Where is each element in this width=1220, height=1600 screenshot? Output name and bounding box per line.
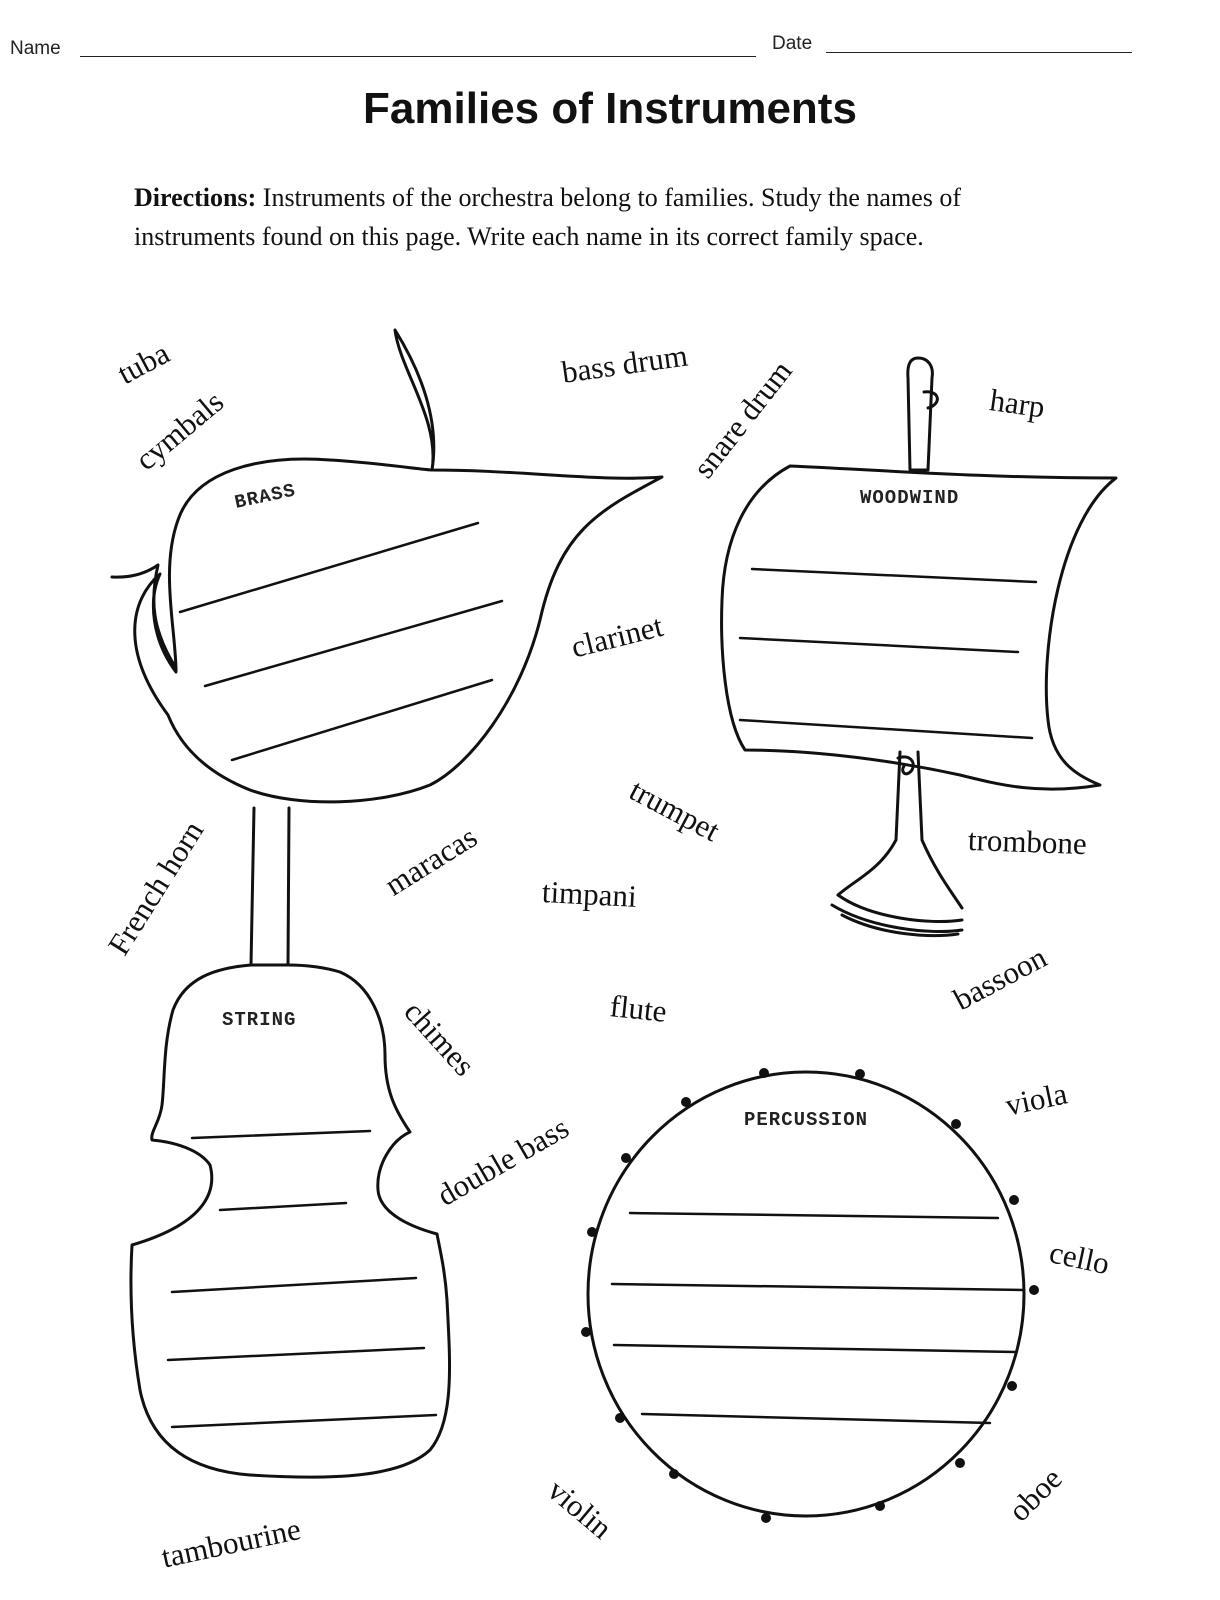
word-tambourine: tambourine bbox=[158, 1511, 304, 1575]
word-trumpet: trumpet bbox=[624, 772, 726, 849]
woodwind-write-line-1[interactable] bbox=[752, 569, 1036, 582]
word-french-horn: French horn bbox=[100, 814, 211, 962]
string-write-line-3[interactable] bbox=[172, 1278, 416, 1292]
string-family-shape bbox=[131, 808, 450, 1477]
brass-label: BRASS bbox=[232, 479, 298, 514]
string-write-line-4[interactable] bbox=[168, 1348, 424, 1360]
word-trombone: trombone bbox=[967, 822, 1088, 862]
word-violin: violin bbox=[541, 1472, 619, 1546]
word-cello: cello bbox=[1046, 1234, 1113, 1282]
percussion-write-line-3[interactable] bbox=[614, 1345, 1016, 1352]
date-label: Date bbox=[772, 33, 813, 54]
woodwind-write-line-2[interactable] bbox=[740, 638, 1018, 652]
percussion-write-line-1[interactable] bbox=[630, 1213, 998, 1218]
word-tuba: tuba bbox=[111, 335, 176, 392]
name-label: Name bbox=[10, 38, 61, 59]
word-snare-drum: snare drum bbox=[685, 353, 799, 485]
word-cymbals: cymbals bbox=[128, 383, 231, 478]
word-timpani: timpani bbox=[541, 874, 638, 914]
woodwind-write-line-3[interactable] bbox=[740, 720, 1032, 738]
percussion-family-shape bbox=[581, 1068, 1039, 1523]
word-bass-drum: bass drum bbox=[559, 337, 690, 390]
string-label: STRING bbox=[222, 1009, 297, 1031]
brass-write-line-1[interactable] bbox=[180, 523, 478, 612]
string-write-line-1[interactable] bbox=[192, 1131, 370, 1138]
word-flute: flute bbox=[608, 988, 669, 1029]
page-title: Families of Instruments bbox=[363, 84, 857, 133]
brass-write-line-3[interactable] bbox=[232, 680, 492, 760]
word-maracas: maracas bbox=[378, 818, 484, 903]
percussion-write-line-2[interactable] bbox=[612, 1284, 1024, 1290]
word-harp: harp bbox=[987, 382, 1048, 425]
word-clarinet: clarinet bbox=[567, 608, 667, 665]
directions-label: Directions: bbox=[134, 183, 257, 212]
word-bassoon: bassoon bbox=[947, 939, 1053, 1018]
string-write-line-2[interactable] bbox=[220, 1203, 346, 1210]
brass-write-line-2[interactable] bbox=[205, 601, 502, 686]
percussion-write-line-4[interactable] bbox=[642, 1414, 990, 1423]
word-viola: viola bbox=[1002, 1075, 1071, 1123]
woodwind-label: WOODWIND bbox=[860, 487, 960, 509]
percussion-label: PERCUSSION bbox=[744, 1109, 869, 1131]
word-double-bass: double bass bbox=[431, 1109, 575, 1213]
string-write-line-5[interactable] bbox=[172, 1415, 436, 1427]
word-chimes: chimes bbox=[397, 993, 483, 1083]
word-oboe: oboe bbox=[1001, 1460, 1069, 1529]
directions-text: Instruments of the orchestra belong to families. Study the names of instruments found on this page. Write each name in its correct family space. bbox=[134, 183, 962, 251]
